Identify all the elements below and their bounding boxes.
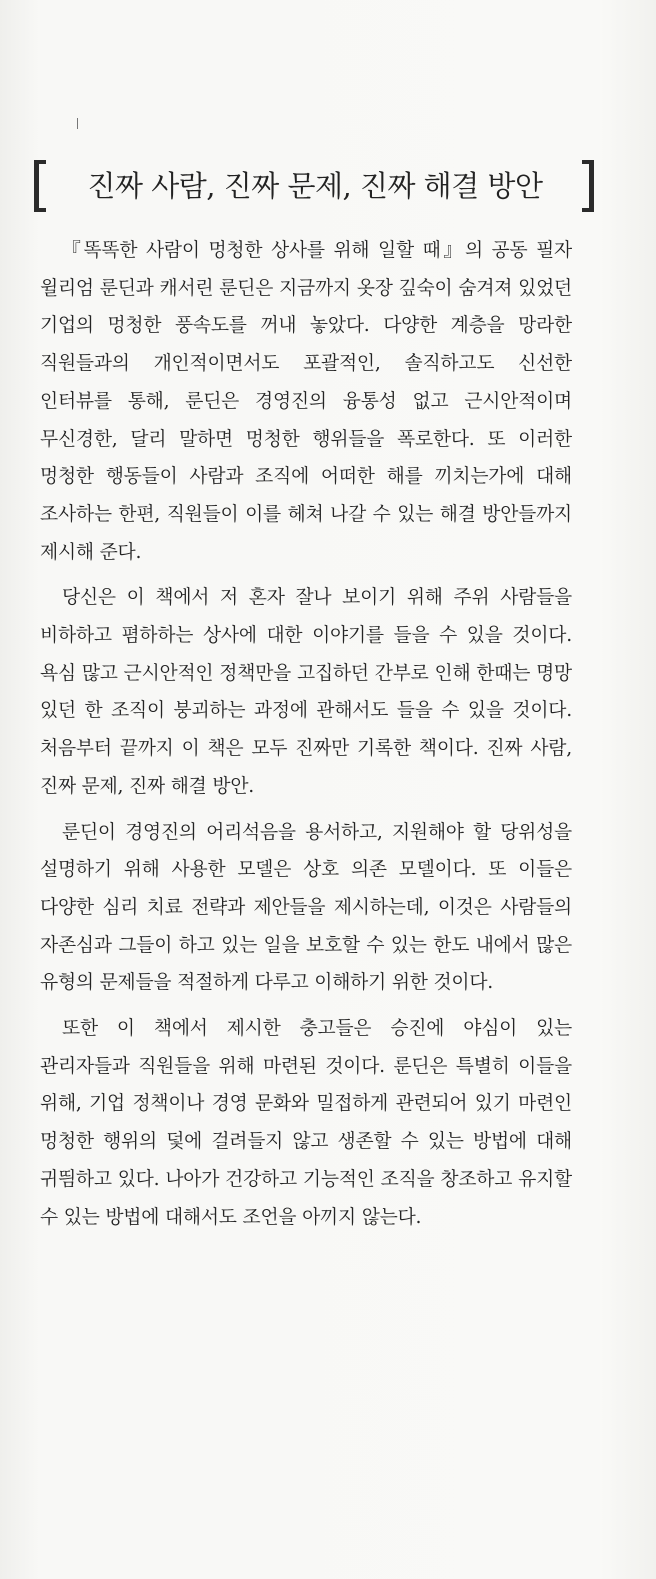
right-bracket xyxy=(582,160,594,212)
page-title: 진짜 사람, 진짜 문제, 진짜 해결 방안 xyxy=(87,169,543,203)
body-text xyxy=(40,232,572,1244)
paragraph-3: 룬딘이 경영진의 어리석음을 용서하고, 지원해야 할 당위성을 설명하기 위해 사용한 모델은 상호 의존 모델이다. 또 이들은 다양한 심리 치료 전략과 제안들을 제시하는데, 이것은 사람들의 자존심과 그들이 하고 있는 일을 보호할 수 있는 한도 내에서 많은 유형의 문제들을 적절하게 다루고 이해하기 위한 것이다. xyxy=(40,821,572,994)
print-mark xyxy=(77,118,78,129)
title-block xyxy=(34,160,594,216)
paragraph-1: 『똑똑한 사람이 멍청한 상사를 위해 일할 때』의 공동 필자 윌리엄 룬딘과 캐서린 룬딘은 지금까지 옷장 깊숙이 숨겨져 있었던 기업의 멍청한 풍속도를 꺼내 놓았다. 다양한 계층을 망라한 직원들과의 개인적이면서도 포괄적인, 솔직하고도 신선한 인터뷰를 통해, 룬딘은 경영진의 융통성 없고 근시안적이며 무신경한, 달리 말하면 멍청한 행위들을 폭로한다. 또 이러한 멍청한 행동들이 사람과 조직에 어떠한 해를 끼치는가에 대해 조사하는 한편, 직원들이 이를 헤쳐 나갈 수 있는 해결 방안들까지 제시해 준다. xyxy=(40,240,572,563)
paragraph-2: 당신은 이 책에서 저 혼자 잘나 보이기 위해 주위 사람들을 비하하고 폄하하는 상사에 대한 이야기를 들을 수 있을 것이다. 욕심 많고 근시안적인 정책만을 고집하던 간부로 인해 한때는 명망 있던 한 조직이 붕괴하는 과정에 관해서도 들을 수 있을 것이다. 처음부터 끝까지 이 책은 모두 진짜만 기록한 책이다. 진짜 사람, 진짜 문제, 진짜 해결 방안. xyxy=(40,587,572,797)
paragraph-4: 또한 이 책에서 제시한 충고들은 승진에 야심이 있는 관리자들과 직원들을 위해 마련된 것이다. 룬딘은 특별히 이들을 위해, 기업 정책이나 경영 문화와 밀접하게 관련되어 있기 마련인 멍청한 행위의 덫에 걸려들지 않고 생존할 수 있는 방법에 대해 귀띔하고 있다. 나아가 건강하고 기능적인 조직을 창조하고 유지할 수 있는 방법에 대해서도 조언을 아끼지 않는다. xyxy=(40,1018,572,1228)
left-bracket xyxy=(34,160,46,212)
